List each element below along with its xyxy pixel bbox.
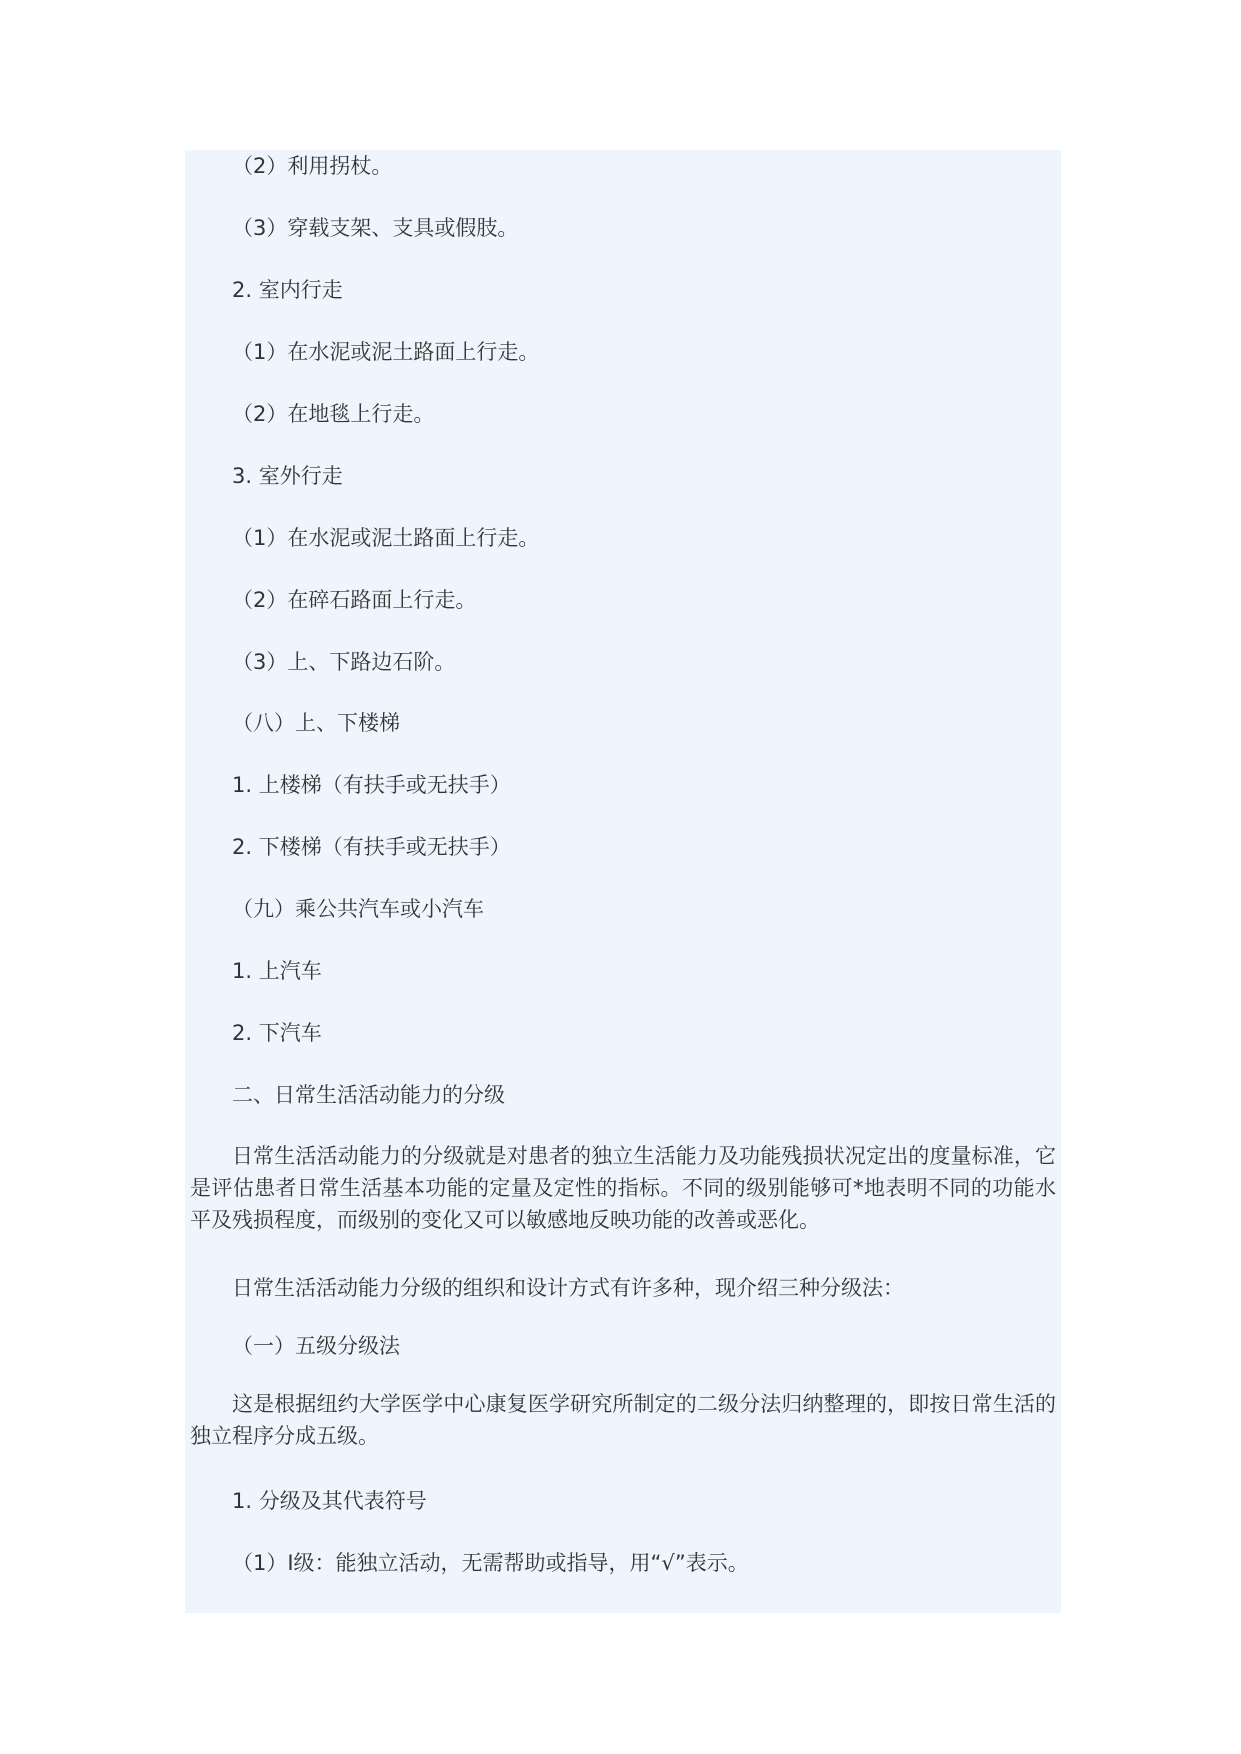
text-line: （3）上、下路边石阶。: [232, 650, 456, 674]
paragraph: 这是根据纽约大学医学中心康复医学研究所制定的二级分法归纳整理的，即按日常生活的独立程序分成五级。: [190, 1392, 1056, 1448]
text-line: 1. 上汽车: [232, 959, 322, 983]
text-line: 3. 室外行走: [232, 464, 343, 488]
text-line: （九）乘公共汽车或小汽车: [232, 897, 484, 921]
text-line: 2. 下楼梯（有扶手或无扶手）: [232, 835, 511, 859]
section-heading: 二、日常生活活动能力的分级: [232, 1083, 505, 1107]
text-line: （3）穿载支架、支具或假肢。: [232, 216, 519, 240]
text-line: 2. 下汽车: [232, 1021, 322, 1045]
text-line: （1）在水泥或泥土路面上行走。: [232, 340, 540, 364]
text-line: （八）上、下楼梯: [232, 711, 400, 735]
text-line: 1. 分级及其代表符号: [232, 1489, 427, 1513]
subsection-heading: （一）五级分级法: [232, 1334, 400, 1358]
paragraph: 日常生活活动能力的分级就是对患者的独立生活能力及功能残损状况定出的度量标准，它是评估患者日常生活基本功能的定量及定性的指标。不同的级别能够可*地表明不同的功能水平及残损程度，而级别的变化又可以敏感地反映功能的改善或恶化。: [190, 1144, 1056, 1232]
paragraph: 日常生活活动能力分级的组织和设计方式有许多种，现介绍三种分级法：: [232, 1276, 904, 1300]
text-line: （2）利用拐杖。: [232, 154, 393, 178]
text-line: （1）Ⅰ级：能独立活动，无需帮助或指导，用“√”表示。: [232, 1551, 749, 1575]
text-line: 2. 室内行走: [232, 278, 343, 302]
text-line: 1. 上楼梯（有扶手或无扶手）: [232, 773, 511, 797]
text-line: （1）在水泥或泥土路面上行走。: [232, 526, 540, 550]
text-line: （2）在碎石路面上行走。: [232, 588, 477, 612]
text-line: （2）在地毯上行走。: [232, 402, 435, 426]
